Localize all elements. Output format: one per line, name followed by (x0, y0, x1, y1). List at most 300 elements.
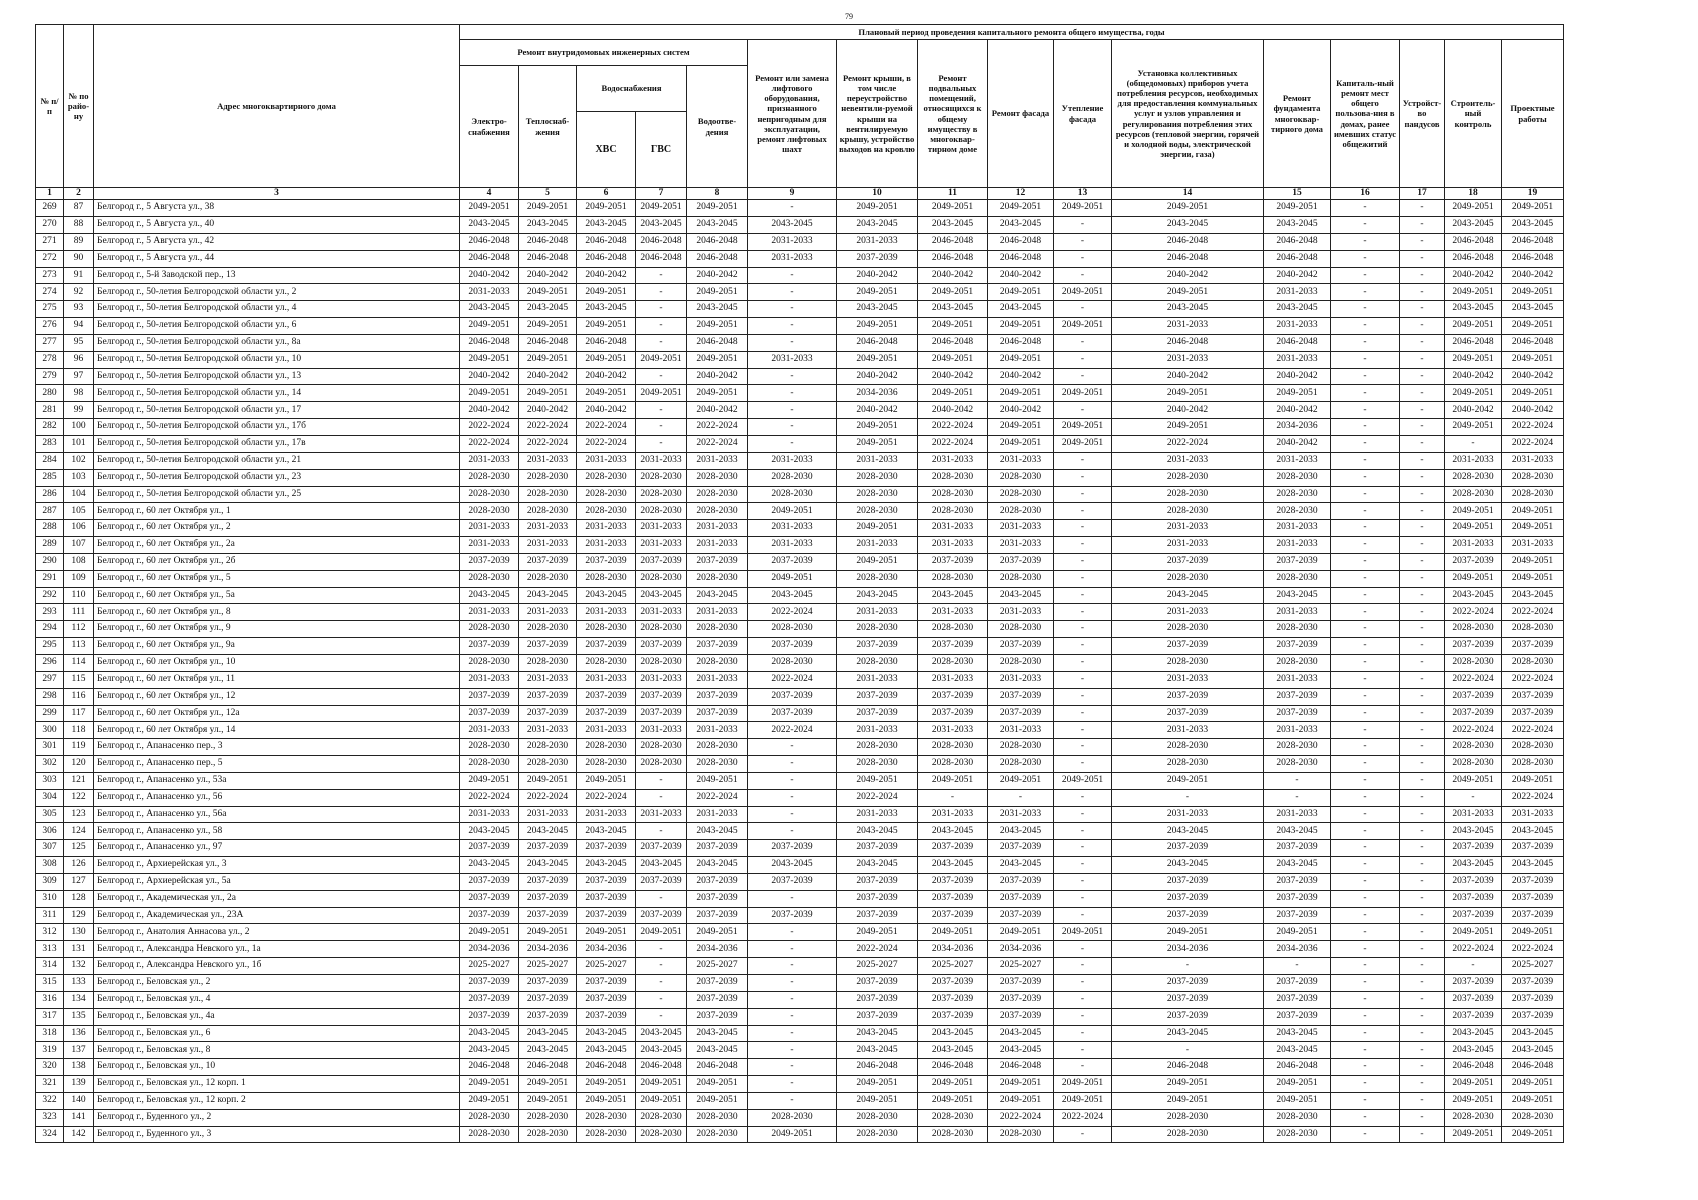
table-cell: 2043-2045 (748, 217, 837, 234)
table-cell: 2034-2036 (837, 385, 918, 402)
table-cell: 2031-2033 (577, 671, 636, 688)
table-cell: - (1331, 604, 1400, 621)
table-cell: 2028-2030 (837, 1109, 918, 1126)
table-cell: - (1400, 873, 1445, 890)
table-cell: 2037-2039 (837, 840, 918, 857)
table-cell: 2049-2051 (1502, 503, 1564, 520)
table-cell: 2028-2030 (837, 756, 918, 773)
table-cell: 2043-2045 (1445, 1025, 1502, 1042)
table-cell: 2043-2045 (918, 1042, 988, 1059)
table-cell: 2049-2051 (837, 1076, 918, 1093)
table-cell: 2049-2051 (1502, 385, 1564, 402)
table-cell: - (1331, 621, 1400, 638)
table-cell: 118 (64, 722, 94, 739)
table-cell: 2043-2045 (1112, 857, 1264, 874)
table-cell: - (1445, 958, 1502, 975)
table-cell: - (1264, 789, 1331, 806)
table-cell: 2037-2039 (1112, 991, 1264, 1008)
table-cell: 2043-2045 (837, 1042, 918, 1059)
table-cell: 2031-2033 (636, 806, 687, 823)
table-cell: 2028-2030 (577, 621, 636, 638)
table-cell: - (1331, 520, 1400, 537)
table-cell: 2022-2024 (1502, 436, 1564, 453)
table-cell: 2037-2039 (1112, 553, 1264, 570)
table-cell: 2028-2030 (748, 469, 837, 486)
header-address: Адрес многоквартирного дома (94, 25, 460, 188)
table-cell: - (1054, 806, 1112, 823)
table-cell: 2031-2033 (460, 520, 519, 537)
table-cell: - (1054, 520, 1112, 537)
table-cell: 2028-2030 (1445, 739, 1502, 756)
table-row (36, 621, 1564, 638)
table-cell: - (1400, 553, 1445, 570)
table-cell: - (1400, 789, 1445, 806)
table-cell: 283 (36, 436, 64, 453)
table-cell: 2049-2051 (519, 385, 577, 402)
table-cell: 2049-2051 (837, 1092, 918, 1109)
table-cell: 2037-2039 (460, 1008, 519, 1025)
table-cell: 2031-2033 (918, 671, 988, 688)
table-cell: - (1331, 368, 1400, 385)
table-cell: 2037-2039 (687, 840, 748, 857)
table-cell: 2028-2030 (918, 756, 988, 773)
table-cell: - (1400, 621, 1445, 638)
table-cell: 2043-2045 (918, 301, 988, 318)
table-cell: 130 (64, 924, 94, 941)
table-cell: 2049-2051 (1445, 772, 1502, 789)
table-cell: - (748, 823, 837, 840)
table-cell: 319 (36, 1042, 64, 1059)
table-cell: 91 (64, 267, 94, 284)
address-cell: Белгород г., 50-летия Белгородской области ул., 21 (94, 452, 460, 469)
table-cell: 2037-2039 (988, 705, 1054, 722)
table-cell: 2043-2045 (1445, 301, 1502, 318)
address-cell: Белгород г., 60 лет Октября ул., 14 (94, 722, 460, 739)
address-cell: Белгород г., 5 Августа ул., 44 (94, 250, 460, 267)
table-cell: 2031-2033 (577, 520, 636, 537)
table-cell: 2037-2039 (748, 688, 837, 705)
table-cell: 2028-2030 (837, 1126, 918, 1143)
table-cell: 2037-2039 (1264, 638, 1331, 655)
table-cell: - (748, 1042, 837, 1059)
table-cell: 2040-2042 (577, 267, 636, 284)
table-cell: 2037-2039 (577, 638, 636, 655)
table-cell: 2031-2033 (1264, 284, 1331, 301)
table-cell: 2046-2048 (1112, 233, 1264, 250)
table-cell: - (1400, 503, 1445, 520)
table-cell: 2049-2051 (988, 351, 1054, 368)
table-row (36, 789, 1564, 806)
table-cell: - (1400, 250, 1445, 267)
table-cell: 2040-2042 (687, 267, 748, 284)
table-cell: 314 (36, 958, 64, 975)
table-cell: 2031-2033 (519, 537, 577, 554)
table-cell: 2049-2051 (460, 924, 519, 941)
table-cell: - (1054, 705, 1112, 722)
table-cell: 282 (36, 419, 64, 436)
table-cell: 2025-2027 (918, 958, 988, 975)
table-cell: - (1331, 840, 1400, 857)
table-cell: 309 (36, 873, 64, 890)
table-cell: - (1400, 604, 1445, 621)
table-cell: 2040-2042 (1264, 267, 1331, 284)
table-cell: 2049-2051 (577, 1092, 636, 1109)
address-cell: Белгород г., Апанасенко ул., 97 (94, 840, 460, 857)
table-cell: 300 (36, 722, 64, 739)
header-construction-control: Строитель-ный контроль (1445, 40, 1502, 188)
table-cell: 2040-2042 (837, 402, 918, 419)
table-cell: - (636, 772, 687, 789)
table-cell: - (1400, 233, 1445, 250)
table-cell: 2037-2039 (460, 688, 519, 705)
table-cell: 2031-2033 (519, 520, 577, 537)
table-cell: 2031-2033 (519, 671, 577, 688)
table-cell: 2043-2045 (988, 217, 1054, 234)
table-cell: 2049-2051 (748, 503, 837, 520)
table-cell: 2028-2030 (687, 654, 748, 671)
table-cell: 2037-2039 (687, 991, 748, 1008)
table-cell: 2049-2051 (636, 1076, 687, 1093)
table-cell: 2046-2048 (1112, 250, 1264, 267)
table-cell: 2037-2039 (837, 638, 918, 655)
table-cell: 2028-2030 (1264, 621, 1331, 638)
table-cell: 2028-2030 (1264, 739, 1331, 756)
column-number: 10 (837, 188, 918, 200)
table-cell: - (1400, 638, 1445, 655)
table-row (36, 537, 1564, 554)
table-cell: 2028-2030 (687, 1109, 748, 1126)
table-cell: 2031-2033 (636, 722, 687, 739)
table-cell: 2049-2051 (460, 1076, 519, 1093)
address-cell: Белгород г., 60 лет Октября ул., 10 (94, 654, 460, 671)
table-cell: - (1331, 654, 1400, 671)
table-cell: 131 (64, 941, 94, 958)
table-cell: - (1054, 233, 1112, 250)
column-number: 5 (519, 188, 577, 200)
table-cell: 293 (36, 604, 64, 621)
table-cell: 2049-2051 (1445, 1076, 1502, 1093)
table-cell: - (1054, 553, 1112, 570)
table-cell: 2049-2051 (687, 1076, 748, 1093)
table-cell: 2031-2033 (1112, 520, 1264, 537)
table-cell: 2031-2033 (748, 452, 837, 469)
table-cell: 2046-2048 (988, 334, 1054, 351)
table-cell: - (1331, 436, 1400, 453)
table-cell: 2043-2045 (687, 823, 748, 840)
table-cell: 2049-2051 (1264, 924, 1331, 941)
table-cell: 2049-2051 (1054, 772, 1112, 789)
table-cell: 2028-2030 (1112, 1126, 1264, 1143)
table-cell: - (1331, 452, 1400, 469)
address-cell: Белгород г., 50-летия Белгородской области ул., 8а (94, 334, 460, 351)
table-cell: - (1400, 958, 1445, 975)
table-cell: 2049-2051 (1502, 318, 1564, 335)
table-cell: 2037-2039 (918, 975, 988, 992)
table-cell: 2049-2051 (577, 284, 636, 301)
table-cell: - (1054, 334, 1112, 351)
table-cell: 107 (64, 537, 94, 554)
column-number-row (36, 188, 1564, 200)
table-cell: 2049-2051 (519, 924, 577, 941)
table-cell: 2037-2039 (1112, 638, 1264, 655)
table-cell: - (1054, 1025, 1112, 1042)
table-cell: 2028-2030 (577, 469, 636, 486)
table-cell: 2049-2051 (1112, 1076, 1264, 1093)
table-cell: - (1400, 267, 1445, 284)
table-cell: 2049-2051 (519, 351, 577, 368)
table-cell: 2049-2051 (1445, 351, 1502, 368)
table-cell: 2037-2039 (837, 873, 918, 890)
table-cell: 2046-2048 (577, 250, 636, 267)
table-cell: - (1331, 284, 1400, 301)
table-cell: 105 (64, 503, 94, 520)
table-cell: 2043-2045 (1445, 217, 1502, 234)
table-cell: - (1400, 975, 1445, 992)
address-cell: Белгород г., Беловская ул., 12 корп. 2 (94, 1092, 460, 1109)
table-cell: 2046-2048 (1445, 1059, 1502, 1076)
table-cell: - (1054, 1126, 1112, 1143)
table-cell: 140 (64, 1092, 94, 1109)
table-cell: 2037-2039 (519, 907, 577, 924)
table-cell: 2040-2042 (1445, 267, 1502, 284)
table-cell: - (1400, 452, 1445, 469)
table-cell: 2037-2039 (1445, 553, 1502, 570)
table-cell: 2037-2039 (687, 890, 748, 907)
table-cell: - (748, 975, 837, 992)
table-cell: 2037-2039 (1502, 1008, 1564, 1025)
table-cell: - (1400, 1008, 1445, 1025)
table-cell: 2049-2051 (1502, 924, 1564, 941)
table-cell: 2025-2027 (460, 958, 519, 975)
table-cell: - (1445, 436, 1502, 453)
table-cell: 2049-2051 (1502, 1092, 1564, 1109)
table-cell: 2049-2051 (1112, 772, 1264, 789)
table-cell: 289 (36, 537, 64, 554)
table-cell: 2043-2045 (918, 1025, 988, 1042)
table-cell: 2028-2030 (1502, 621, 1564, 638)
table-cell: - (1054, 587, 1112, 604)
address-cell: Белгород г., 5 Августа ул., 38 (94, 200, 460, 217)
table-cell: 2037-2039 (1502, 840, 1564, 857)
table-cell: 2043-2045 (577, 857, 636, 874)
table-cell: 2049-2051 (519, 772, 577, 789)
table-cell: 2034-2036 (1264, 941, 1331, 958)
table-cell: - (1331, 553, 1400, 570)
table-cell: - (1331, 671, 1400, 688)
table-cell: 2046-2048 (1445, 233, 1502, 250)
table-cell: 2049-2051 (687, 924, 748, 941)
table-cell: - (1400, 806, 1445, 823)
table-cell: 2031-2033 (988, 520, 1054, 537)
table-cell: - (1331, 958, 1400, 975)
table-cell: - (748, 806, 837, 823)
table-cell: - (1054, 638, 1112, 655)
table-cell: - (748, 318, 837, 335)
address-cell: Белгород г., Апанасенко пер., 5 (94, 756, 460, 773)
table-row (36, 806, 1564, 823)
table-cell: 2028-2030 (519, 756, 577, 773)
address-cell: Белгород г., 50-летия Белгородской области ул., 10 (94, 351, 460, 368)
table-cell: 2046-2048 (577, 334, 636, 351)
table-cell: 2028-2030 (1112, 570, 1264, 587)
table-cell: 2049-2051 (460, 772, 519, 789)
table-cell: 2037-2039 (460, 840, 519, 857)
table-cell: - (748, 1025, 837, 1042)
table-cell: - (748, 284, 837, 301)
table-cell: - (1054, 486, 1112, 503)
address-cell: Белгород г., 60 лет Октября ул., 2а (94, 537, 460, 554)
table-cell: 288 (36, 520, 64, 537)
table-cell: 2049-2051 (988, 284, 1054, 301)
table-cell: 2022-2024 (687, 789, 748, 806)
table-cell: 2031-2033 (687, 520, 748, 537)
table-cell: 110 (64, 587, 94, 604)
table-row (36, 217, 1564, 234)
table-cell: 2040-2042 (687, 368, 748, 385)
table-cell: 313 (36, 941, 64, 958)
table-cell: 2028-2030 (577, 654, 636, 671)
table-cell: 2043-2045 (837, 301, 918, 318)
table-cell: 2043-2045 (687, 857, 748, 874)
table-cell: 2046-2048 (519, 250, 577, 267)
table-cell: 2022-2024 (1502, 722, 1564, 739)
table-cell: 297 (36, 671, 64, 688)
table-cell: 2037-2039 (1264, 907, 1331, 924)
table-cell: 2049-2051 (687, 772, 748, 789)
table-cell: 2049-2051 (687, 351, 748, 368)
address-cell: Белгород г., 50-летия Белгородской области ул., 13 (94, 368, 460, 385)
table-cell: - (1400, 1042, 1445, 1059)
table-cell: - (1400, 705, 1445, 722)
table-cell: 317 (36, 1008, 64, 1025)
table-cell: 2028-2030 (519, 570, 577, 587)
table-cell: 127 (64, 873, 94, 890)
table-cell: - (1054, 301, 1112, 318)
header-electricity: Электро-снабжения (460, 66, 519, 188)
table-cell: 2049-2051 (460, 318, 519, 335)
table-cell: 2049-2051 (687, 385, 748, 402)
table-cell: 2037-2039 (687, 553, 748, 570)
table-cell: 2028-2030 (1264, 570, 1331, 587)
table-cell: 2049-2051 (1502, 570, 1564, 587)
address-cell: Белгород г., 50-летия Белгородской области ул., 17в (94, 436, 460, 453)
table-cell: - (1400, 200, 1445, 217)
table-cell: 2037-2039 (636, 688, 687, 705)
table-cell: 2022-2024 (577, 419, 636, 436)
table-cell: - (1400, 772, 1445, 789)
table-cell: - (1400, 570, 1445, 587)
table-cell: - (636, 419, 687, 436)
address-cell: Белгород г., Апанасенко ул., 56 (94, 789, 460, 806)
table-cell: 2031-2033 (988, 452, 1054, 469)
table-cell: 2040-2042 (460, 267, 519, 284)
table-cell: 312 (36, 924, 64, 941)
table-cell: 2043-2045 (460, 1042, 519, 1059)
table-cell: 2028-2030 (1264, 469, 1331, 486)
table-cell: 2049-2051 (577, 772, 636, 789)
table-cell: 2028-2030 (460, 469, 519, 486)
table-cell: 2049-2051 (837, 284, 918, 301)
table-cell: 2049-2051 (1054, 1076, 1112, 1093)
table-cell: 2037-2039 (687, 638, 748, 655)
table-cell: 2022-2024 (837, 789, 918, 806)
table-cell: 2028-2030 (460, 756, 519, 773)
table-cell: 2043-2045 (519, 823, 577, 840)
table-cell: 2034-2036 (1264, 419, 1331, 436)
table-cell: 2046-2048 (1112, 334, 1264, 351)
table-cell: - (1054, 739, 1112, 756)
table-cell: 2049-2051 (1502, 772, 1564, 789)
table-cell: 298 (36, 688, 64, 705)
table-cell: 2043-2045 (1502, 1025, 1564, 1042)
table-cell: 2049-2051 (1502, 1076, 1564, 1093)
table-cell: 2022-2024 (687, 436, 748, 453)
table-cell: 2049-2051 (1445, 924, 1502, 941)
table-cell: 2046-2048 (918, 334, 988, 351)
table-cell: 2028-2030 (988, 756, 1054, 773)
table-row (36, 469, 1564, 486)
table-cell: 2022-2024 (1502, 789, 1564, 806)
table-cell: 2037-2039 (1445, 907, 1502, 924)
table-cell: 2043-2045 (988, 587, 1054, 604)
table-cell: 2031-2033 (1112, 318, 1264, 335)
table-cell: - (1400, 1059, 1445, 1076)
table-cell: 2031-2033 (1445, 537, 1502, 554)
table-cell: 2025-2027 (577, 958, 636, 975)
table-cell: 2040-2042 (687, 402, 748, 419)
table-cell: 2031-2033 (1264, 537, 1331, 554)
table-cell: 2028-2030 (1112, 486, 1264, 503)
table-cell: - (1112, 958, 1264, 975)
table-cell: 2037-2039 (837, 250, 918, 267)
table-cell: 2022-2024 (748, 722, 837, 739)
table-cell: 2037-2039 (1264, 705, 1331, 722)
table-cell: - (1331, 250, 1400, 267)
table-cell: 306 (36, 823, 64, 840)
table-cell: - (1400, 1092, 1445, 1109)
address-cell: Белгород г., Апанасенко ул., 53а (94, 772, 460, 789)
table-cell: 2034-2036 (988, 941, 1054, 958)
address-cell: Белгород г., Апанасенко пер., 3 (94, 739, 460, 756)
address-cell: Белгород г., 60 лет Октября ул., 12а (94, 705, 460, 722)
table-cell: 2028-2030 (918, 621, 988, 638)
table-cell: 2043-2045 (460, 823, 519, 840)
table-cell: 2028-2030 (636, 739, 687, 756)
table-cell: 2031-2033 (918, 722, 988, 739)
table-cell: 2037-2039 (519, 840, 577, 857)
table-row (36, 772, 1564, 789)
table-cell: 2028-2030 (748, 1109, 837, 1126)
table-cell: - (1400, 1025, 1445, 1042)
table-cell: 2037-2039 (918, 705, 988, 722)
address-cell: Белгород г., 5 Августа ул., 42 (94, 233, 460, 250)
table-cell: - (1054, 267, 1112, 284)
table-cell: 101 (64, 436, 94, 453)
table-cell: 123 (64, 806, 94, 823)
table-cell: 2043-2045 (1502, 217, 1564, 234)
table-cell: 271 (36, 233, 64, 250)
header-basement: Ремонт подвальных помещений, относящихся к общему имуществу в многоквар-тирном доме (918, 40, 988, 188)
table-cell: 2049-2051 (837, 520, 918, 537)
table-cell: 2043-2045 (687, 587, 748, 604)
table-cell: - (1054, 873, 1112, 890)
table-row (36, 1025, 1564, 1042)
table-cell: 311 (36, 907, 64, 924)
table-cell: 2043-2045 (636, 587, 687, 604)
table-cell: 2049-2051 (460, 351, 519, 368)
table-row (36, 503, 1564, 520)
table-cell: - (1331, 1008, 1400, 1025)
